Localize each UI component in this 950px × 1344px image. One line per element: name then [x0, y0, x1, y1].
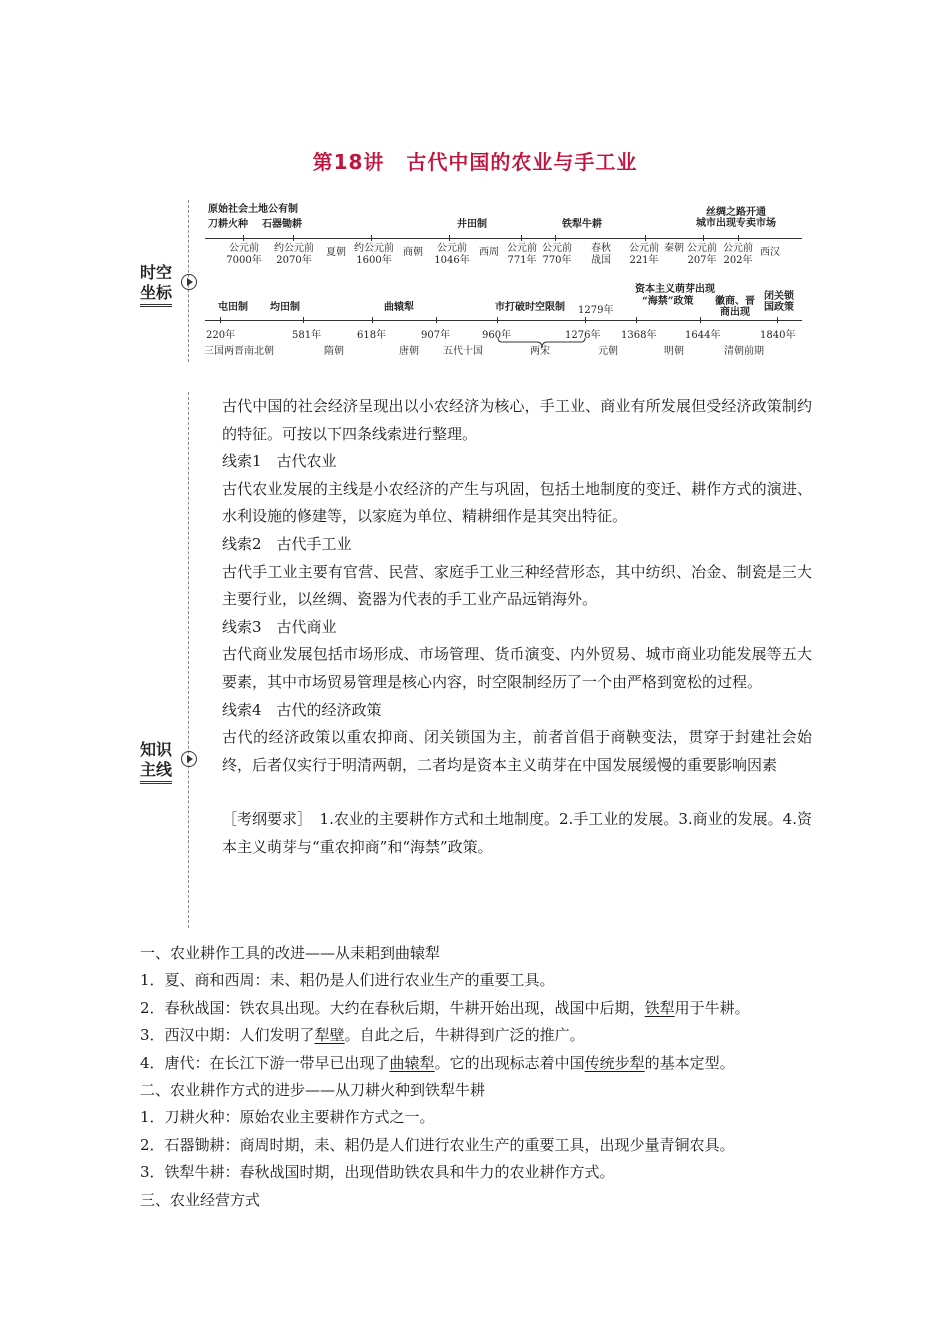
- timeline-date: 公元前 221年: [629, 243, 659, 266]
- timeline-event: “海禁”政策: [642, 296, 694, 307]
- timeline-date: 1276年: [565, 330, 601, 341]
- list-item: 3．铁犁牛耕：春秋战国时期，出现借助铁农具和牛力的农业耕作方式。: [140, 1163, 615, 1182]
- axis-tick: [738, 235, 739, 241]
- axis-tick: [243, 235, 244, 241]
- timeline-period: 五代十国: [443, 346, 483, 357]
- timeline-date: 960年: [482, 330, 512, 341]
- axis-tick: [703, 235, 704, 241]
- axis-tick: [220, 317, 221, 323]
- mainline-divider: [188, 392, 189, 928]
- timeline-date: 公元前 1046年: [434, 243, 470, 266]
- timeline-axis: [205, 320, 802, 321]
- timeline-date: 约公元前 2070年: [274, 243, 314, 266]
- mainline-side-label: [136, 740, 176, 784]
- timeline-period: 隋朝: [324, 346, 344, 357]
- list-item: 2．春秋战国：铁农具出现。大约在春秋后期，牛耕开始出现，战国中后期，铁犁用于牛耕。: [140, 998, 750, 1017]
- key-term: 传统步犁: [584, 1053, 645, 1072]
- axis-tick: [449, 235, 450, 241]
- timeline-date: 公元前 771年: [507, 243, 537, 266]
- timeline-date: 公元前 770年: [542, 243, 572, 266]
- timeline-event: 原始社会土地公有制: [208, 204, 298, 215]
- timeline-date: 约公元前 1600年: [354, 243, 394, 266]
- timeline-event: 1279年: [578, 305, 614, 316]
- timeline-event: 国政策: [764, 302, 794, 313]
- list-item: 1．刀耕火种：原始农业主要耕作方式之一。: [140, 1108, 435, 1127]
- play-icon: [181, 274, 197, 290]
- page-title: [0, 146, 950, 175]
- mainline-intro: 古代中国的社会经济呈现出以小农经济为核心，手工业、商业有所发展但受经济政策制约的特征。可按以下四条线索进行整理。: [222, 397, 812, 443]
- side-label-line2: 主线: [140, 760, 172, 784]
- list-item: 3．西汉中期：人们发明了犁壁。自此之后，牛耕得到广泛的推广。: [140, 1026, 585, 1045]
- axis-tick: [636, 317, 637, 323]
- timeline-date: 公元前 7000年: [226, 243, 262, 266]
- timeline-event: 徽商、晋: [715, 296, 755, 307]
- timeline-date: 581年: [292, 330, 322, 341]
- clue-text: 古代农业发展的主线是小农经济的产生与巩固，包括土地制度的变迁、耕作方式的演进、水利设施的修建等，以家庭为单位、精耕细作是其突出特征。: [222, 479, 812, 526]
- timeline-period: 秦朝: [664, 243, 684, 254]
- timeline-period: 元朝: [598, 346, 618, 357]
- axis-tick: [371, 235, 372, 241]
- axis-tick: [436, 317, 437, 323]
- clue-heading: 线索3 古代商业: [222, 617, 337, 636]
- clue-text: 古代的经济政策以重农抑商、闭关锁国为主，前者首倡于商鞅变法，贯穿于封建社会始终，后者仅实行于明清两朝，二者均是资本主义萌芽在中国发展缓慢的重要影响因素: [222, 728, 812, 774]
- timeline-period: 两宋: [530, 346, 550, 357]
- list-item: 4．唐代：在长江下游一带早已出现了曲辕犁。它的出现标志着中国传统步犁的基本定型。: [140, 1053, 735, 1072]
- section-heading: 二、农业耕作方式的进步——从刀耕火种到铁犁牛耕: [140, 1081, 486, 1100]
- timeline-date: 618年: [357, 330, 387, 341]
- timeline-period: 春秋 战国: [591, 243, 611, 266]
- axis-tick: [372, 317, 373, 323]
- lecture-topic: 古代中国的农业与手工业: [406, 150, 638, 174]
- section-heading: 三、农业经营方式: [140, 1190, 261, 1209]
- key-term: 铁犁: [644, 998, 675, 1017]
- spacer: [222, 779, 812, 806]
- side-label-line2: 坐标: [140, 283, 172, 307]
- timeline-date: 1368年: [621, 330, 657, 341]
- timeline-event: 资本主义萌芽出现: [635, 284, 715, 295]
- timeline-event: 闭关锁: [764, 291, 794, 302]
- timeline-event: 城市出现专卖市场: [696, 218, 776, 229]
- axis-tick: [645, 235, 646, 241]
- timeline-period: 清朝前期: [724, 346, 764, 357]
- body-content: [140, 940, 820, 1214]
- timeline-event: 曲辕犁: [384, 302, 414, 313]
- list-item: 1．夏、商和西周：耒、耜仍是人们进行农业生产的重要工具。: [140, 971, 555, 990]
- list-item: 2．石器锄耕：商周时期，耒、耜仍是人们进行农业生产的重要工具，出现少量青铜农具。: [140, 1135, 735, 1154]
- axis-tick: [585, 317, 586, 323]
- timeline-event: 铁犁牛耕: [562, 219, 602, 230]
- timeline-event: 井田制: [457, 219, 487, 230]
- mainline-content: [222, 393, 812, 862]
- axis-tick: [777, 317, 778, 323]
- timeline-period: 三国两晋南北朝: [204, 346, 274, 357]
- timeline-period: 明朝: [664, 346, 684, 357]
- axis-tick: [497, 317, 498, 323]
- timeline-event: 刀耕火种: [208, 219, 248, 230]
- clue-text: 古代手工业主要有官营、民营、家庭手工业三种经营形态，其中纺织、冶金、制瓷是三大主要行业，以丝绸、瓷器为代表的手工业产品远销海外。: [222, 562, 812, 609]
- section-heading: 一、农业耕作工具的改进——从耒耜到曲辕犁: [140, 944, 441, 962]
- lecture-number: 第18讲: [312, 150, 385, 174]
- timeline-period: 唐朝: [399, 346, 419, 357]
- axis-tick: [700, 317, 701, 323]
- axis-tick: [521, 235, 522, 241]
- key-term: 曲辕犁: [389, 1053, 435, 1072]
- side-label-line1: 知识: [139, 740, 172, 759]
- timeline-date: 1840年: [760, 330, 796, 341]
- play-icon: [181, 751, 197, 767]
- timeline-period: 商朝: [403, 247, 423, 258]
- timeline-period: 夏朝: [326, 247, 346, 258]
- axis-tick: [293, 235, 294, 241]
- axis-tick: [303, 317, 304, 323]
- axis-tick: [555, 235, 556, 241]
- timeline-event: 屯田制: [218, 302, 248, 313]
- timeline-date: 907年: [421, 330, 451, 341]
- exam-requirement: ［考纲要求］ 1.农业的主要耕作方式和土地制度。2.手工业的发展。3.商业的发展。4.资本主义萌芽与“重农抑商”和“海禁”政策。: [222, 810, 812, 856]
- timeline-period: 西汉: [760, 247, 780, 258]
- clue-heading: 线索2 古代手工业: [222, 534, 352, 553]
- timeline-event: 石器锄耕: [262, 219, 302, 230]
- timeline-event: 丝绸之路开通: [706, 207, 766, 218]
- timeline-event: 市打破时空限制: [495, 302, 565, 313]
- timeline-period: 西周: [479, 247, 499, 258]
- timeline-event: 均田制: [270, 302, 300, 313]
- timeline-date: 220年: [206, 330, 236, 341]
- timeline-date: 公元前 202年: [723, 243, 753, 266]
- timeline-side-label: [136, 263, 176, 307]
- side-label-line1: 时空: [139, 263, 172, 282]
- timeline-date: 公元前 207年: [687, 243, 717, 266]
- timeline-date: 1644年: [685, 330, 721, 341]
- timeline-axis: [205, 238, 802, 239]
- clue-heading: 线索4 古代的经济政策: [222, 700, 382, 719]
- clue-heading: 线索1 古代农业: [222, 452, 337, 471]
- timeline-event: 商出现: [720, 307, 750, 318]
- clue-text: 古代商业发展包括市场形成、市场管理、货币演变、内外贸易、城市商业功能发展等五大要素，其中市场贸易管理是核心内容，时空限制经历了一个由严格到宽松的过程。: [222, 645, 812, 691]
- key-term: 犁壁: [314, 1026, 345, 1045]
